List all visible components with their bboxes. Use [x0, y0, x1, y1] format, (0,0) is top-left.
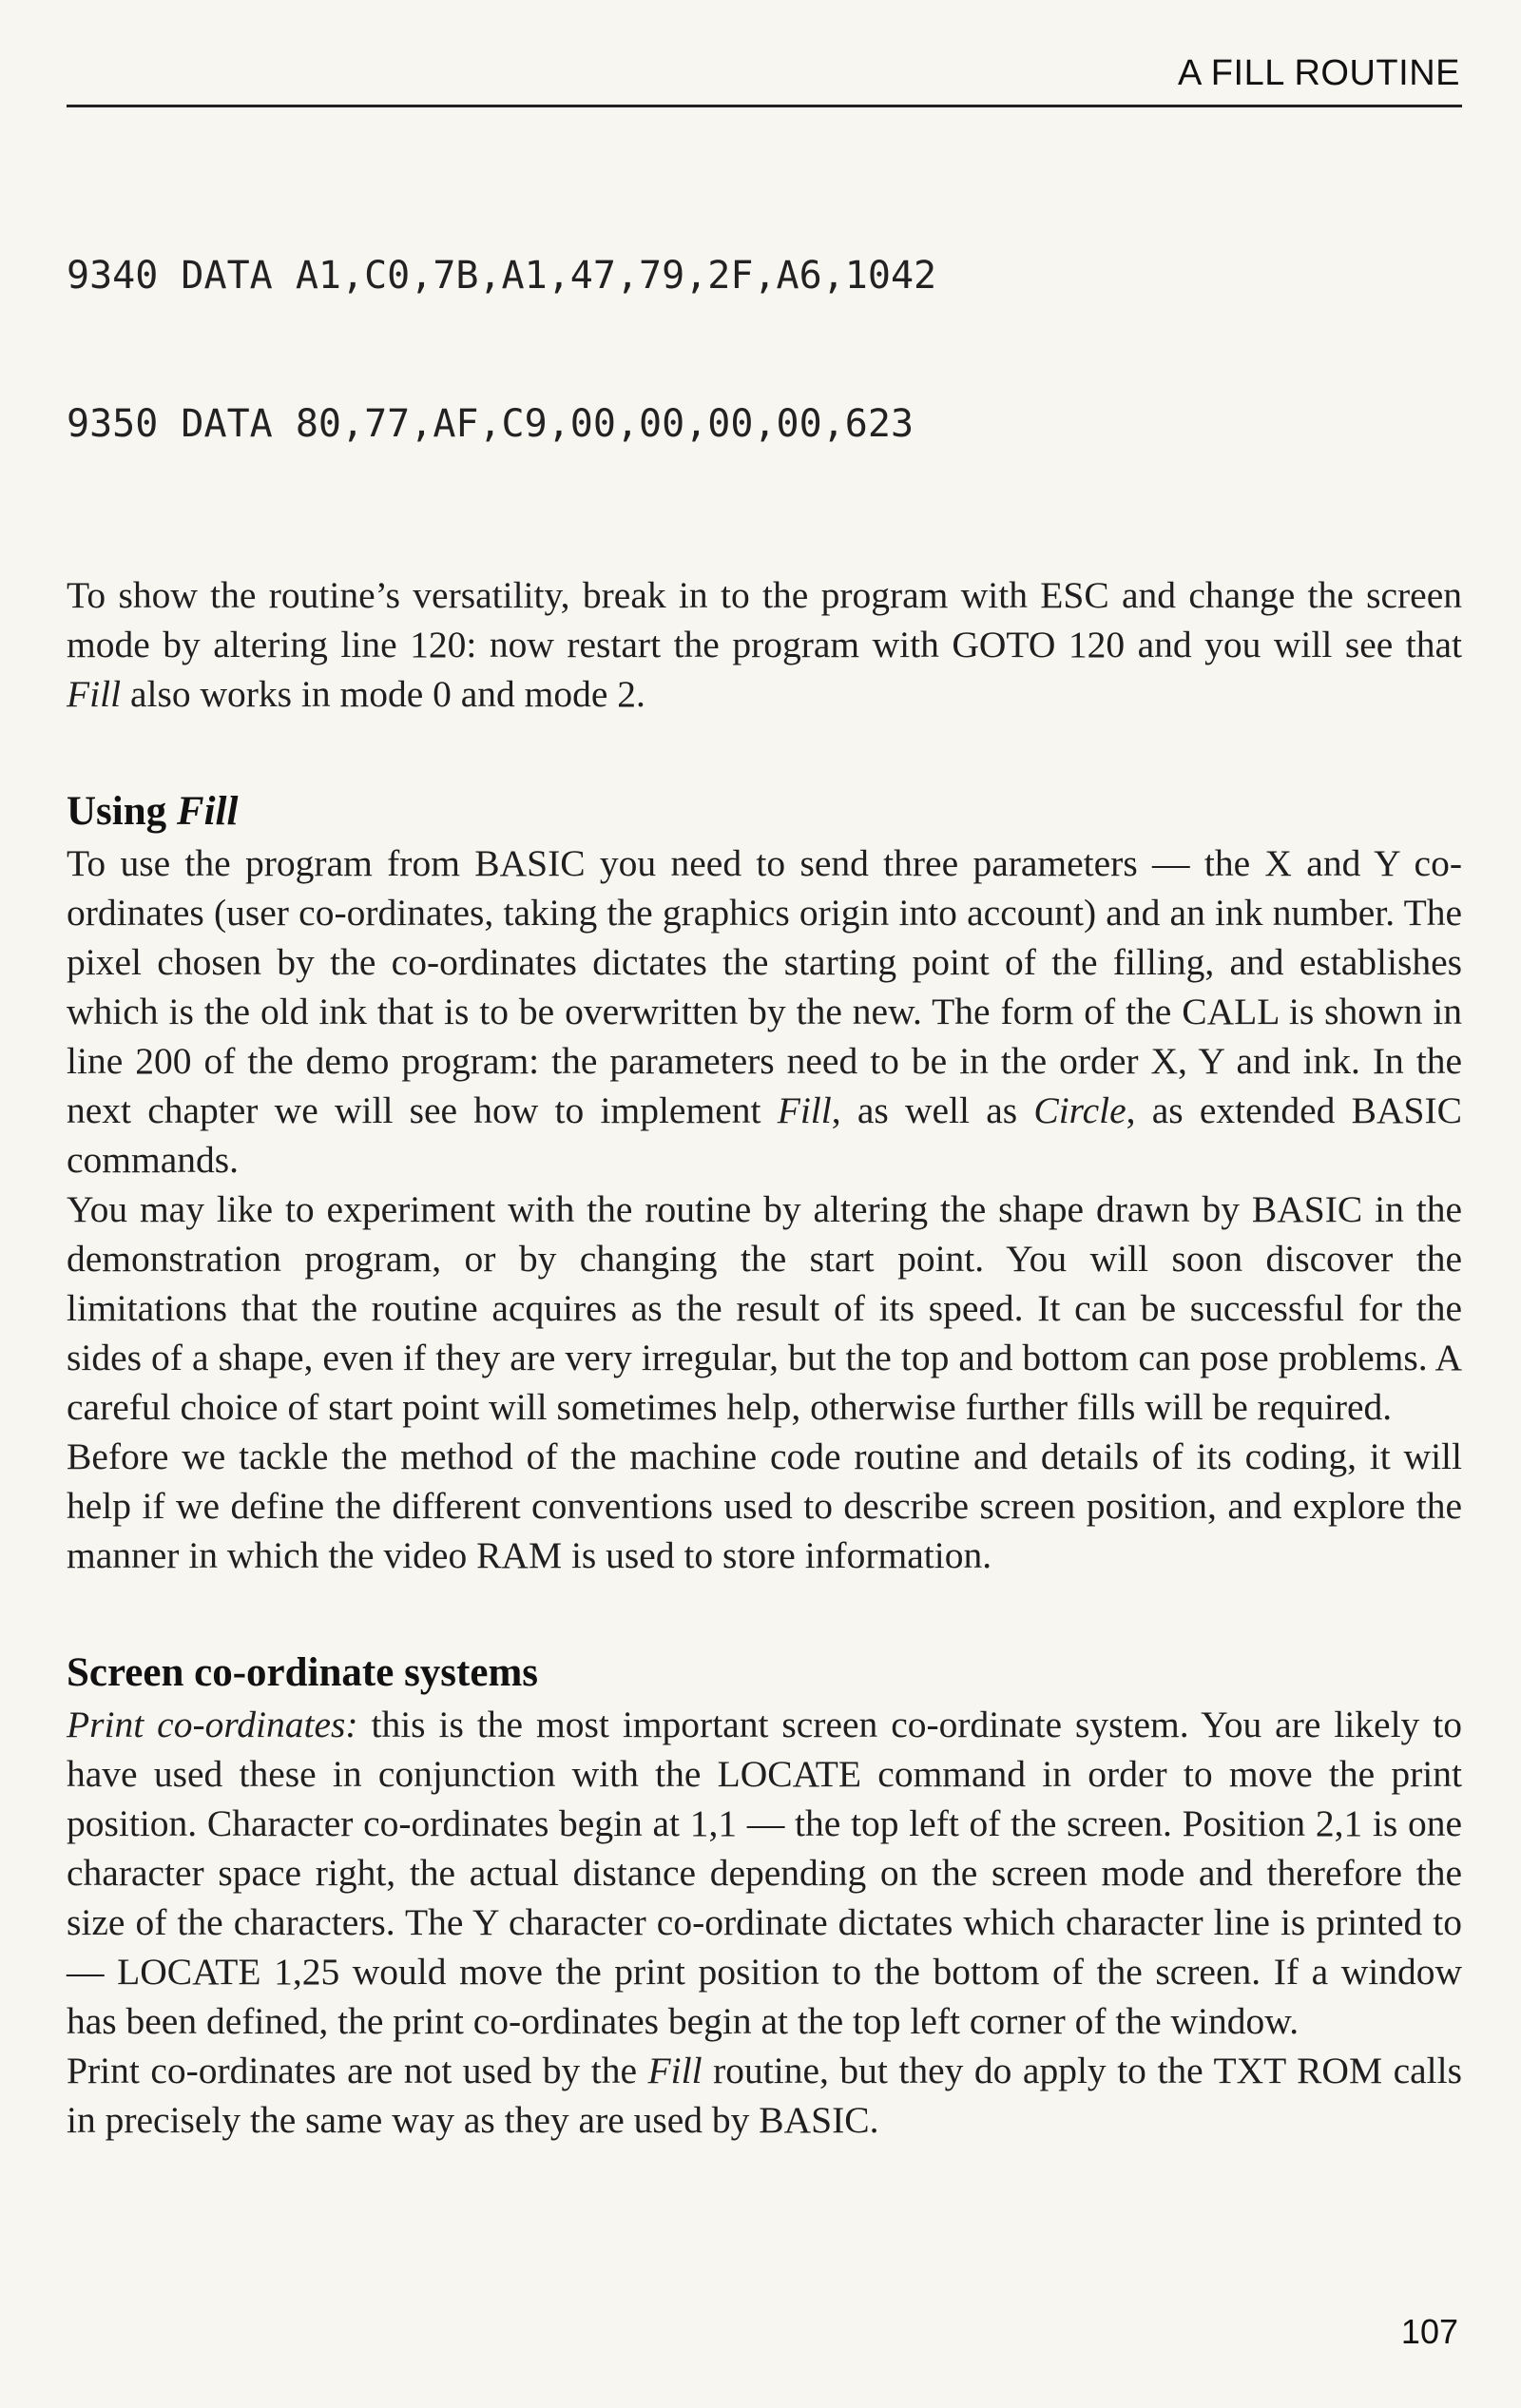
code-line: 9350 DATA 80,77,AF,C9,00,00,00,00,623	[67, 402, 915, 446]
emphasis: Fill	[67, 673, 122, 715]
paragraph: You may like to experiment with the routine by altering the shape drawn by BASIC in the demonstration program, or by changing the start point. You will soon discover the limitations that the routine acquires as the result of its speed. It can be successful for the sides of a shape, even if they are very irregular, but the top and bottom can pose problems. A careful choice of start point will sometimes help, otherwise further fills will be required.	[67, 1188, 1462, 1428]
paragraph	[67, 2046, 1462, 2145]
text-run: routine, but they do apply to the TXT ROM calls in precisely the same way as they are used by BASIC.	[67, 2050, 1462, 2141]
emphasis: Print co-ordinates:	[67, 1704, 358, 1745]
section-heading-using-fill	[67, 785, 1462, 838]
code-line: 9340 DATA A1,C0,7B,A1,47,79,2F,A6,1042	[67, 254, 937, 298]
emphasis: Circle	[1033, 1089, 1126, 1131]
text-run: , as extended BASIC commands.	[67, 1089, 1462, 1181]
code-listing	[67, 152, 1462, 548]
paragraph	[67, 838, 1462, 1185]
text-run: this is the most important screen co-ordinate system. You are likely to have used these in conjunction with the LOCATE command in order to move the print position. Character co-ordinates begin at 1,1 — the top left of the screen. Position 2,1 is one character space right, the actual distance depending on the screen mode and therefore the size of the characters. The Y character co-ordinate dictates which character line is printed to — LOCATE 1,25 would move the print position to the bottom of the screen. If a window has been defined, the print co-ordinates begin at the top left corner of the window.	[67, 1704, 1463, 2042]
heading-emphasis: Fill	[176, 789, 239, 834]
text-run: Print co-ordinates are not used by the	[67, 2050, 648, 2091]
intro-paragraph	[67, 570, 1462, 719]
emphasis: Fill	[777, 1089, 832, 1131]
text-run: also works in mode 0 and mode 2.	[121, 673, 645, 715]
section-heading-screen-coordinates: Screen co-ordinate systems	[67, 1650, 538, 1695]
emphasis: Fill	[647, 2050, 703, 2091]
text-run: To use the program from BASIC you need to send three parameters — the X and Y co-ordinates (user co-ordinates, taking the graphics origin into account) and an ink number. The pixel chosen by the co-ordinates dictates the starting point of the filling, and establishes which is the old ink that is to be overwritten by the new. The form of the CALL is shown in line 200 of the demo program: the parameters need to be in the order X, Y and ink. In the next chapter we will see how to implement	[67, 842, 1462, 1131]
header-title: A FILL ROUTINE	[1178, 53, 1460, 93]
paragraph	[67, 1700, 1462, 2046]
running-header	[67, 49, 1462, 107]
heading-text: Using	[67, 789, 177, 834]
text-run: To show the routine’s versatility, break in to the program with ESC and change the screen mode by altering line 120: now restart the program with GOTO 120 and you will see that	[67, 574, 1462, 665]
page-body	[67, 152, 1462, 2145]
paragraph: Before we tackle the method of the machine code routine and details of its coding, it will help if we define the different conventions used to describe screen position, and explore the manner in which the video RAM is used to store information.	[67, 1435, 1462, 1576]
page-number: 107	[1400, 2312, 1458, 2351]
text-run: , as well as	[831, 1089, 1034, 1131]
